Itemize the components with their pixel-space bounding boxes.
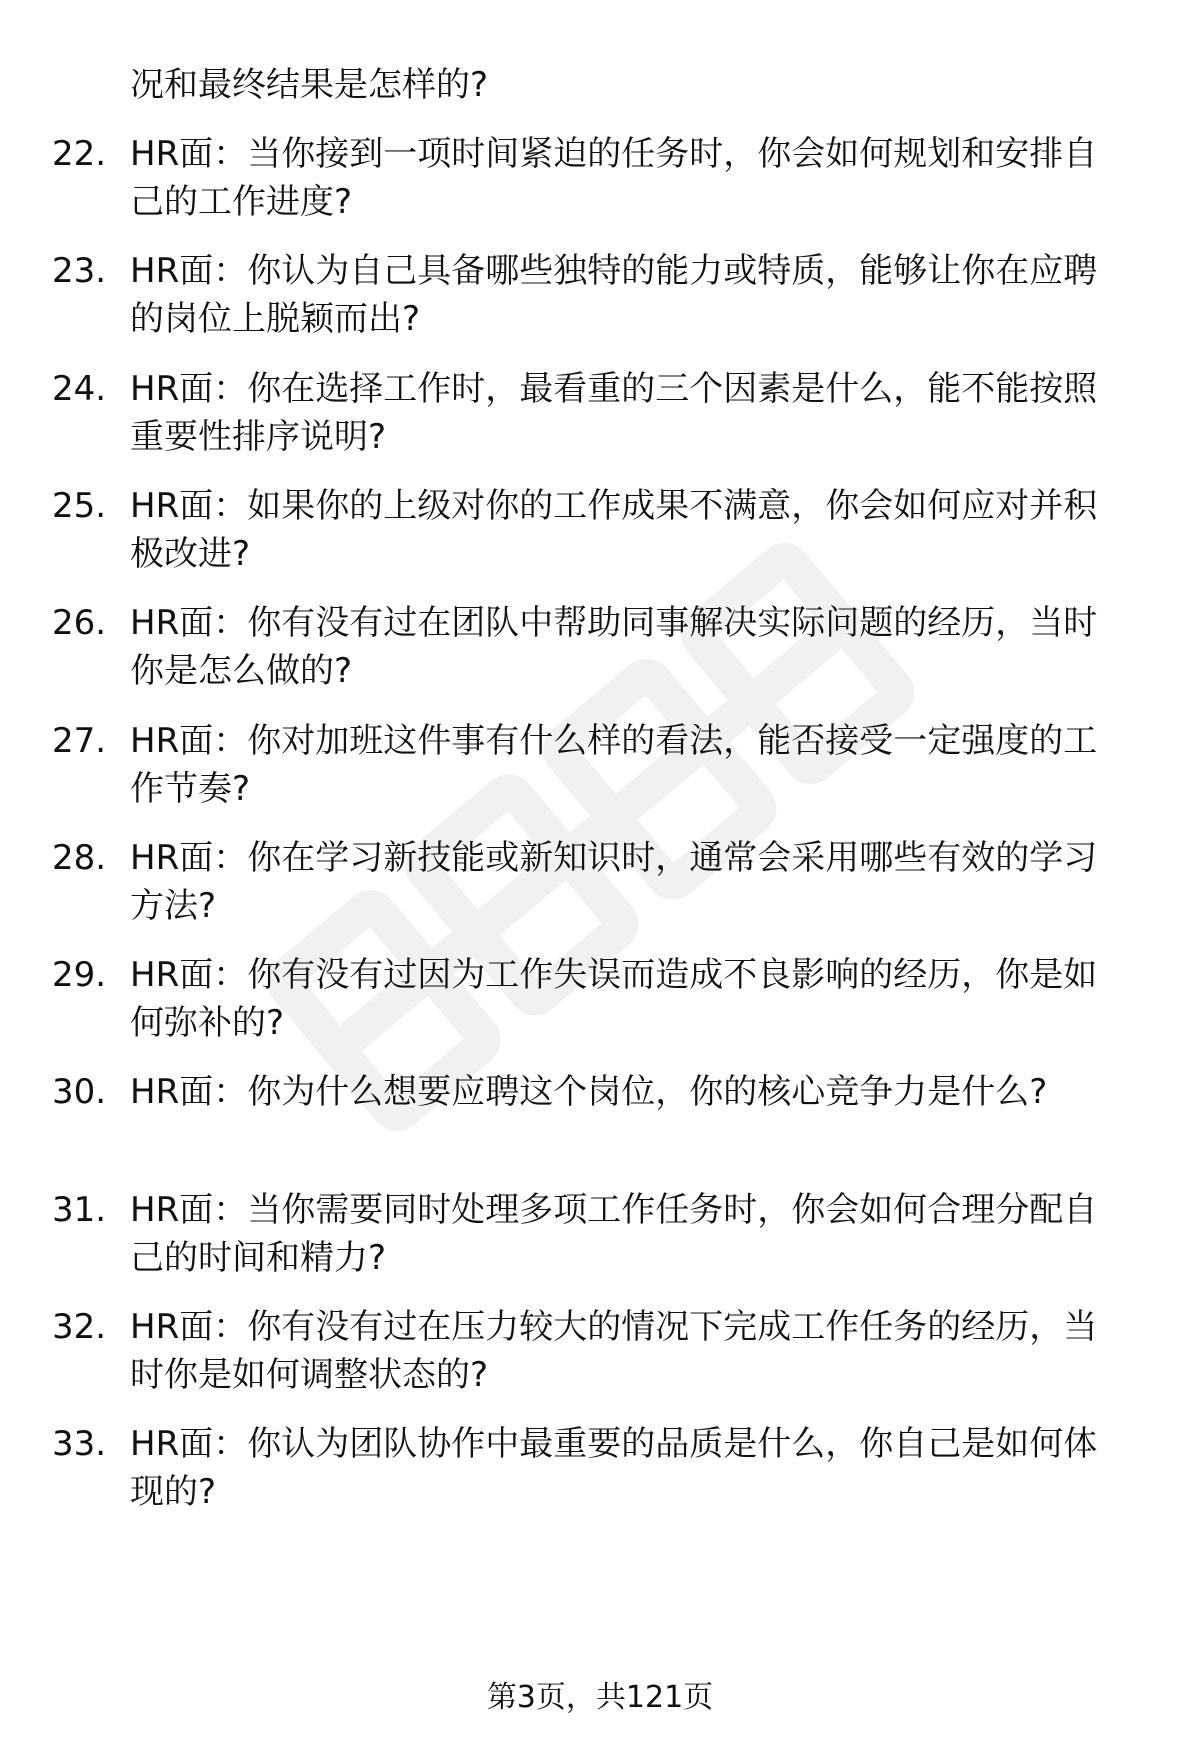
question-text-line-2: 作节奏? [130, 769, 251, 809]
question-text-line-1: HR面：你为什么想要应聘这个岗位，你的核心竞争力是什么? [130, 1072, 1048, 1112]
page-footer: 第3页，共121页 [486, 1680, 714, 1715]
question-text-line-1: HR面：你对加班这件事有什么样的看法，能否接受一定强度的工 [130, 721, 1098, 761]
question-number: 24. [52, 369, 107, 409]
question-number: 32. [52, 1307, 107, 1347]
question-text-line-2: 何弥补的? [130, 1003, 285, 1043]
question-text-line-2: 重要性排序说明? [130, 417, 387, 457]
question-number: 25. [52, 486, 107, 526]
question-text-line-1: HR面：你认为自己具备哪些独特的能力或特质，能够让你在应聘 [130, 251, 1098, 291]
question-number: 28. [52, 838, 107, 878]
question-text-line-2: 现的? [130, 1472, 217, 1512]
continuation-line: 况和最终结果是怎样的? [130, 65, 489, 105]
question-number: 27. [52, 721, 107, 761]
question-text-line-1: HR面：当你需要同时处理多项工作任务时，你会如何合理分配自 [130, 1190, 1098, 1230]
question-text-line-2: 时你是如何调整状态的? [130, 1355, 489, 1395]
question-text-line-1: HR面：你在选择工作时，最看重的三个因素是什么，能不能按照 [130, 369, 1098, 409]
question-text-line-1: HR面：你认为团队协作中最重要的品质是什么，你自己是如何体 [130, 1424, 1098, 1464]
question-text-line-1: HR面：你在学习新技能或新知识时，通常会采用哪些有效的学习 [130, 838, 1098, 878]
question-text-line-1: HR面：你有没有过在团队中帮助同事解决实际问题的经历，当时 [130, 603, 1098, 643]
question-text-line-2: 方法? [130, 886, 217, 926]
question-number: 31. [52, 1190, 107, 1230]
question-text-line-1: HR面：你有没有过在压力较大的情况下完成工作任务的经历，当 [130, 1307, 1098, 1347]
question-number: 33. [52, 1424, 107, 1464]
question-number: 30. [52, 1072, 107, 1112]
question-text-line-2: 极改进? [130, 534, 251, 574]
question-number: 29. [52, 955, 107, 995]
question-number: 22. [52, 134, 107, 174]
question-text-line-1: HR面：当你接到一项时间紧迫的任务时，你会如何规划和安排自 [130, 134, 1098, 174]
question-number: 23. [52, 251, 107, 291]
question-text-line-2: 你是怎么做的? [130, 651, 353, 691]
question-text-line-1: HR面：如果你的上级对你的工作成果不满意，你会如何应对并积 [130, 486, 1098, 526]
question-text-line-2: 己的工作进度? [130, 182, 353, 222]
question-text-line-1: HR面：你有没有过因为工作失误而造成不良影响的经历，你是如 [130, 955, 1098, 995]
question-number: 26. [52, 603, 107, 643]
question-text-line-2: 的岗位上脱颖而出? [130, 299, 421, 339]
question-text-line-2: 己的时间和精力? [130, 1238, 387, 1278]
